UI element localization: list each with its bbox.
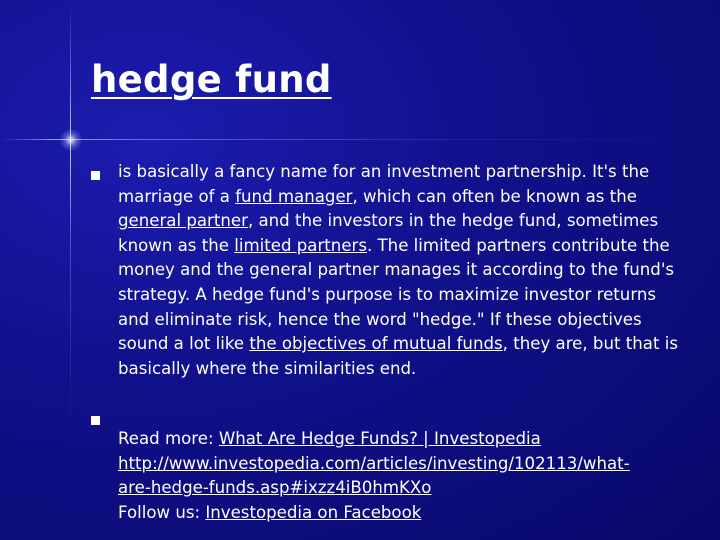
bullet-square-icon bbox=[91, 416, 100, 425]
general-partner-link[interactable]: general partner bbox=[118, 211, 248, 231]
follow-us-label: Follow us: bbox=[118, 502, 206, 522]
objectives-of-mutual-funds-link[interactable]: the objectives of mutual funds bbox=[249, 334, 503, 354]
article-url-link[interactable]: http://www.investopedia.com/articles/investing/102113/what- bbox=[118, 453, 630, 473]
decorative-vertical-line bbox=[70, 0, 71, 540]
read-more-block bbox=[118, 427, 688, 525]
follow-us-line bbox=[118, 501, 688, 526]
article-title-link[interactable]: What Are Hedge Funds? | Investopedia bbox=[218, 429, 541, 448]
paragraph-text: , which can often be known as the bbox=[352, 186, 637, 206]
paragraph-text: , they are, but that is basically where the similarities end. bbox=[118, 334, 678, 378]
paragraph-text: is basically a fancy name for an investment partnership. It's the marriage of a bbox=[118, 162, 650, 206]
article-url-link-continued[interactable]: are-hedge-funds.asp#ixzz4iB0hmKXo bbox=[118, 478, 432, 498]
paragraph-text: . The limited partners contribute the money and the general partner manages it according to the fund's strategy. A hedge fund's purpose is to maximize investor returns and eliminate risk, hence the word "hedge." If these objectives sound a lot like bbox=[118, 235, 675, 354]
limited-partners-link[interactable]: limited partners bbox=[234, 235, 367, 255]
slide-title: hedge fund bbox=[91, 58, 332, 101]
paragraph-text: , and the investors in the hedge fund, sometimes known as the bbox=[118, 211, 659, 255]
fund-manager-link[interactable]: fund manager bbox=[235, 186, 353, 206]
decorative-star-glow bbox=[60, 129, 82, 151]
bullet-square-icon bbox=[91, 171, 100, 180]
body-paragraph bbox=[118, 160, 688, 381]
read-more-label: Read more: bbox=[118, 429, 219, 448]
decorative-horizontal-line bbox=[0, 139, 720, 140]
facebook-link[interactable]: Investopedia on Facebook bbox=[205, 502, 422, 522]
read-more-line bbox=[118, 427, 688, 452]
